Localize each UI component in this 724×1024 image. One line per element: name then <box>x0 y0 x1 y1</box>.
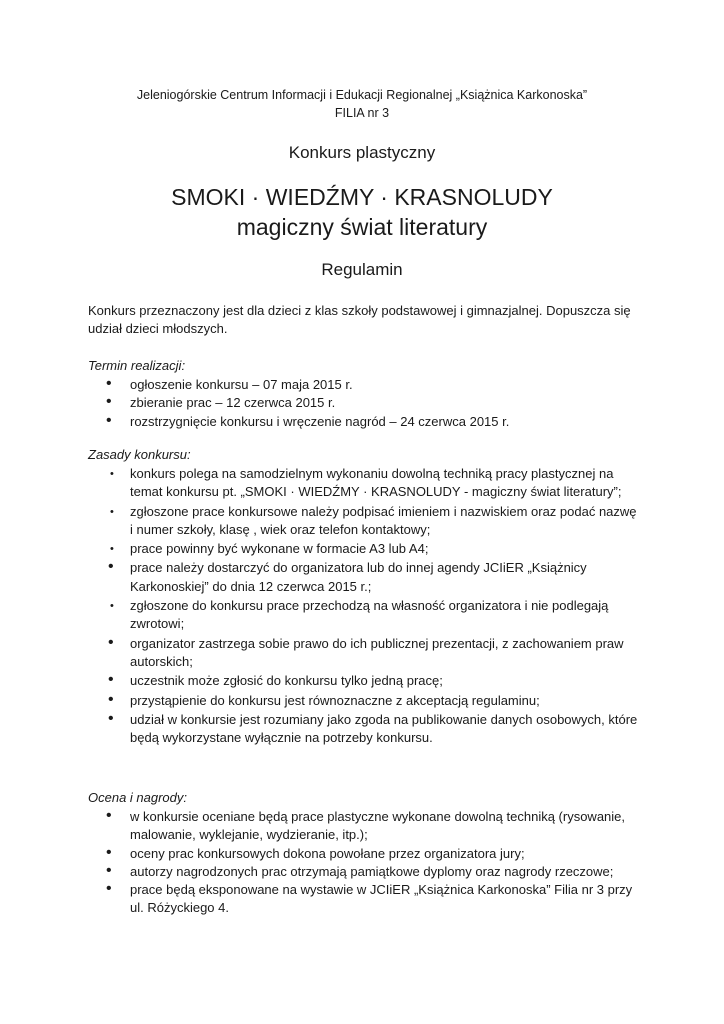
awards-list <box>88 808 648 918</box>
list-item: • konkurs polega na samodzielnym wykonaniu dowolną techniką pracy plastycznej na temat konkursu pt. „SMOKI · WIEDŹMY · KRASNOLUDY - magiczny świat literatury”; <box>88 465 643 502</box>
list-item: • rozstrzygnięcie konkursu i wręczenie nagród – 24 czerwca 2015 r. <box>88 413 648 431</box>
schedule-heading: Termin realizacji: <box>88 358 186 373</box>
organization-name: Jeleniogórskie Centrum Informacji i Edukacji Regionalnej „Książnica Karkonoska” <box>136 88 588 102</box>
list-item: • zgłoszone do konkursu prace przechodzą na własność organizatora i nie podlegają zwrotowi; <box>88 597 643 634</box>
list-item: • prace należy dostarczyć do organizatora lub do innej agendy JCIiER „Książnicy Karkonoskiej” do dnia 12 czerwca 2015 r.; <box>88 559 643 596</box>
contest-type: Konkurs plastyczny <box>288 143 436 162</box>
contest-title: SMOKI · WIEDŹMY · KRASNOLUDY <box>171 184 553 210</box>
list-item: • udział w konkursie jest rozumiany jako zgoda na publikowanie danych osobowych, które będą wykorzystane wyłącznie na potrzeby konkursu. <box>88 711 643 748</box>
branch-name: FILIA nr 3 <box>334 106 390 120</box>
awards-heading: Ocena i nagrody: <box>88 790 188 805</box>
list-item: • w konkursie oceniane będą prace plastyczne wykonane dowolną techniką (rysowanie, malowanie, wyklejanie, wydzieranie, itp.); <box>88 808 648 845</box>
rules-heading: Zasady konkursu: <box>88 447 191 462</box>
list-item: • ogłoszenie konkursu – 07 maja 2015 r. <box>88 376 648 394</box>
regulations-heading: Regulamin <box>321 260 403 279</box>
list-item: • prace będą eksponowane na wystawie w JCIiER „Książnica Karkonoska” Filia nr 3 przy ul. Różyckiego 4. <box>88 881 648 918</box>
list-item: • zgłoszone prace konkursowe należy podpisać imieniem i nazwiskiem oraz podać nazwę i numer szkoły, klasę , wiek oraz telefon kontaktowy; <box>88 503 643 540</box>
list-item: • oceny prac konkursowych dokona powołane przez organizatora jury; <box>88 845 648 863</box>
list-item: • organizator zastrzega sobie prawo do ich publicznej prezentacji, z zachowaniem praw autorskich; <box>88 635 643 672</box>
contest-subtitle: magiczny świat literatury <box>236 214 488 240</box>
list-item: • prace powinny być wykonane w formacie A3 lub A4; <box>88 540 643 558</box>
list-item: • przystąpienie do konkursu jest równoznaczne z akceptacją regulaminu; <box>88 692 643 710</box>
rules-list <box>88 465 643 748</box>
list-item: • zbieranie prac – 12 czerwca 2015 r. <box>88 394 648 412</box>
list-item: • uczestnik może zgłosić do konkursu tylko jedną pracę; <box>88 672 643 690</box>
intro-paragraph: Konkurs przeznaczony jest dla dzieci z klas szkoły podstawowej i gimnazjalnej. Dopuszcza się udział dzieci młodszych. <box>88 303 631 336</box>
list-item: • autorzy nagrodzonych prac otrzymają pamiątkowe dyplomy oraz nagrody rzeczowe; <box>88 863 648 881</box>
schedule-list <box>88 376 648 431</box>
